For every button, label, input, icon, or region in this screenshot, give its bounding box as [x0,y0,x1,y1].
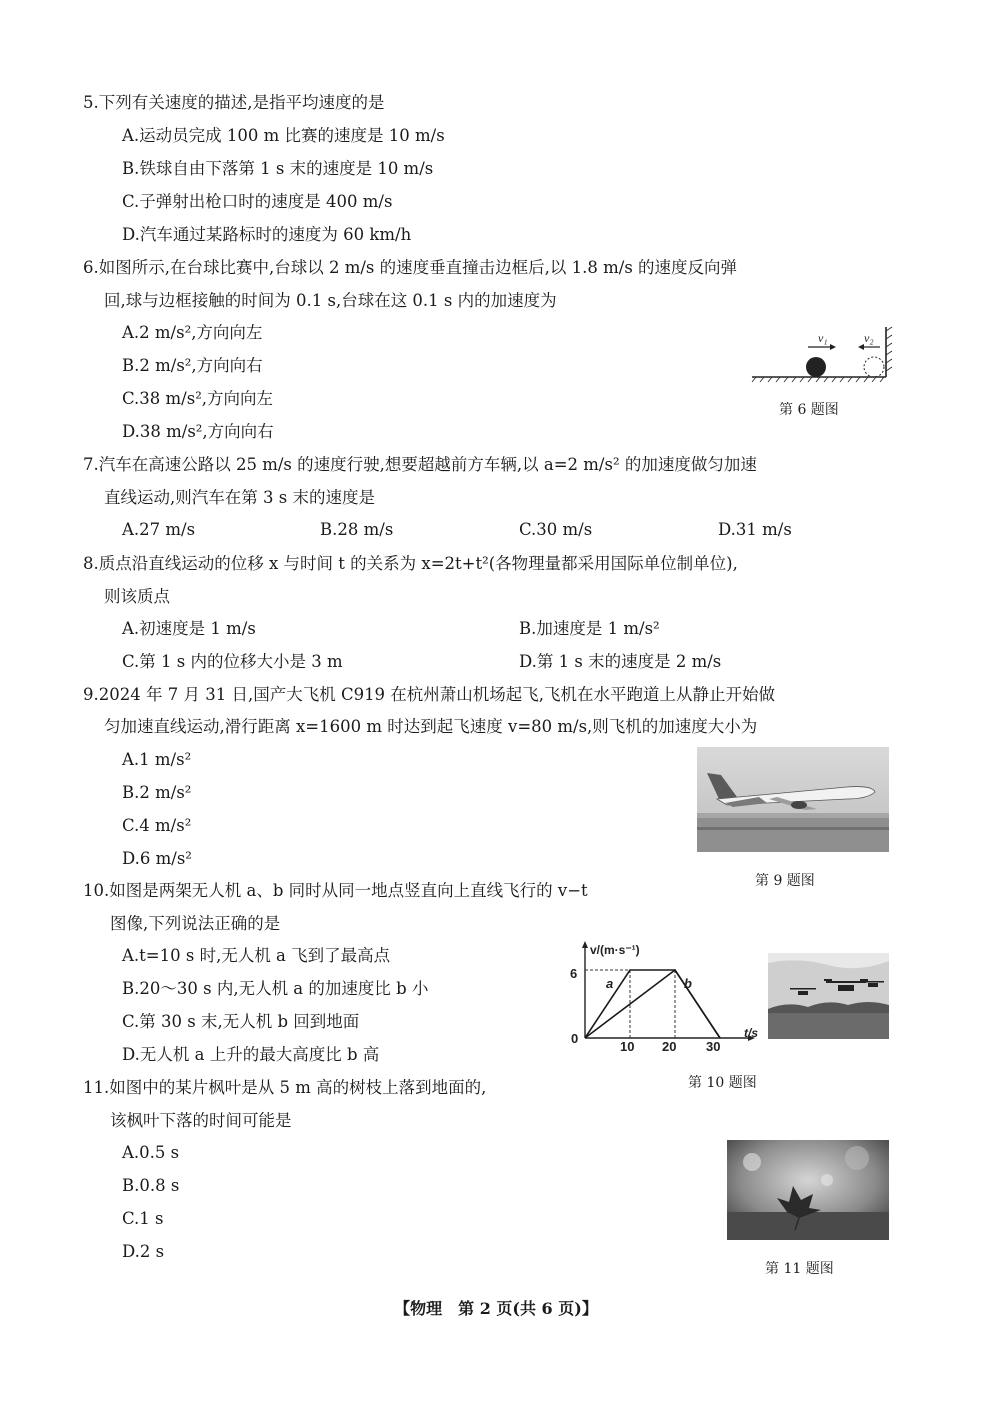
q6-stem-line1: 6.如图所示,在台球比赛中,台球以 2 m/s 的速度垂直撞击边框后,以 1.8 m/s 的速度反向弹 [83,258,738,277]
q9-stem-line2: 匀加速直线运动,滑行距离 x=1600 m 时达到起飞速度 v=80 m/s,则飞机的加速度大小为 [104,717,758,736]
q8-option-c: C.第 1 s 内的位移大小是 3 m [122,652,343,671]
q10-option-d: D.无人机 a 上升的最大高度比 b 高 [122,1045,380,1064]
q11-stem-line1: 11.如图中的某片枫叶是从 5 m 高的树枝上落到地面的, [83,1078,487,1097]
x-tick-20: 20 [662,1039,677,1054]
q6-option-a: A.2 m/s²,方向向左 [122,323,263,342]
q6-figure-caption: 第 6 题图 [779,402,839,418]
q6-option-d: D.38 m/s²,方向向右 [122,422,274,441]
x-tick-30: 30 [706,1039,721,1054]
q7-option-a: A.27 m/s [122,520,196,539]
q10-stem-line1: 10.如图是两架无人机 a、b 同时从同一地点竖直向上直线飞行的 v−t [83,881,588,900]
q7-stem-line1: 7.汽车在高速公路以 25 m/s 的速度行驶,想要超越前方车辆,以 a=2 m/s² 的加速度做匀加速 [83,455,757,474]
q8-option-b: B.加速度是 1 m/s² [519,619,660,638]
q5-option-b: B.铁球自由下落第 1 s 末的速度是 10 m/s [122,159,434,178]
label-v1: v₁ [818,331,828,345]
q5-option-d: D.汽车通过某路标时的速度为 60 km/h [122,225,412,244]
q11-option-c: C.1 s [122,1209,164,1228]
q10-option-b: B.20～30 s 内,无人机 a 的加速度比 b 小 [122,979,429,998]
q7-option-d: D.31 m/s [718,520,792,539]
y-tick-6: 6 [570,966,578,981]
q10-figure-caption: 第 10 题图 [688,1075,757,1091]
drones-photo [768,953,889,1039]
q11-stem-line2: 该枫叶下落的时间可能是 [110,1111,292,1130]
q9-option-d: D.6 m/s² [122,849,192,868]
q8-stem-line2: 则该质点 [104,587,170,606]
q6-stem-line2: 回,球与边框接触的时间为 0.1 s,台球在这 0.1 s 内的加速度为 [104,291,557,310]
label-v2: v₂ [864,331,874,345]
q10-stem-line2: 图像,下列说法正确的是 [110,914,281,933]
q6-option-c: C.38 m/s²,方向向左 [122,389,274,408]
origin-label: 0 [571,1031,579,1046]
q7-option-b: B.28 m/s [320,520,394,539]
q8-stem-line1: 8.质点沿直线运动的位移 x 与时间 t 的关系为 x=2t+t²(各物理量都采用国际单位制单位), [83,554,738,573]
q8-option-a: A.初速度是 1 m/s [122,619,256,638]
q5-stem: 5.下列有关速度的描述,是指平均速度的是 [83,93,385,112]
q10-option-c: C.第 30 s 末,无人机 b 回到地面 [122,1012,360,1031]
y-axis-arrow [582,941,588,948]
q8-option-d: D.第 1 s 末的速度是 2 m/s [519,652,722,671]
q6-option-b: B.2 m/s²,方向向右 [122,356,263,375]
q7-stem-line2: 直线运动,则汽车在第 3 s 末的速度是 [104,488,375,507]
airplane-photo [697,747,889,852]
series-a-label: a [606,976,614,991]
x-tick-10: 10 [620,1039,635,1054]
series-b-label: b [684,976,692,991]
q9-stem-line1: 9.2024 年 7 月 31 日,国产大飞机 C919 在杭州萧山机场起飞,飞机在水平跑道上从静止开始做 [83,685,776,704]
q5-option-c: C.子弹射出枪口时的速度是 400 m/s [122,192,393,211]
vt-graph [560,940,770,1055]
q7-option-c: C.30 m/s [519,520,593,539]
y-axis-label: v/(m·s⁻¹) [590,943,640,957]
q11-option-d: D.2 s [122,1242,165,1261]
maple-leaf-photo [727,1140,889,1240]
billiard-ball [806,357,826,377]
q9-figure-caption: 第 9 题图 [755,873,815,889]
x-axis-label: t/s [744,1026,759,1040]
q9-option-a: A.1 m/s² [122,750,192,769]
q9-option-b: B.2 m/s² [122,783,192,802]
q11-option-a: A.0.5 s [122,1143,180,1162]
q5-option-a: A.运动员完成 100 m 比赛的速度是 10 m/s [122,126,445,145]
q11-figure-caption: 第 11 题图 [765,1261,834,1277]
page-footer: 【物理 第 2 页(共 6 页)】 [394,1299,598,1318]
rebound-ball-outline [864,357,884,377]
q6-billiard-figure [750,325,895,383]
q10-option-a: A.t=10 s 时,无人机 a 飞到了最高点 [122,946,391,965]
q9-option-c: C.4 m/s² [122,816,192,835]
q11-option-b: B.0.8 s [122,1176,180,1195]
